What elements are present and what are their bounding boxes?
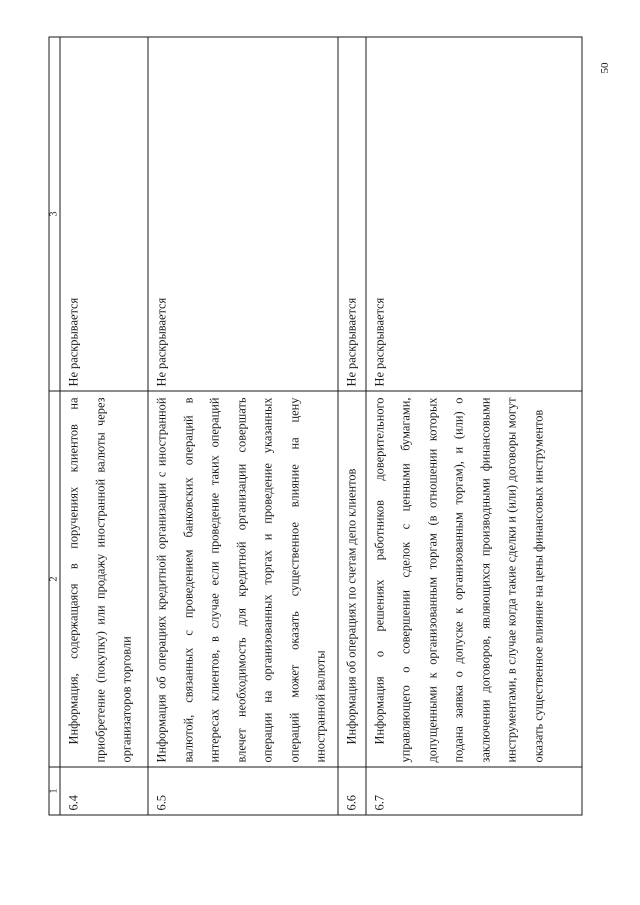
row-number: 6.4	[60, 767, 148, 815]
header-col-1: 1	[49, 767, 60, 815]
table-header-row	[49, 37, 60, 815]
row-number: 6.5	[148, 767, 338, 815]
rotated-table-container	[48, 52, 580, 815]
row-info	[338, 391, 366, 767]
row-status: Не раскрывается	[365, 37, 581, 391]
row-info	[365, 391, 581, 767]
table-row	[338, 37, 366, 815]
row-info-text: Информация об операциях по счетам депо клиентов	[344, 468, 358, 744]
row-info	[60, 391, 148, 767]
disclosure-table	[48, 36, 582, 815]
row-info-text: Информация об операциях кредитной организации с иностранной валютой, связанных с проведением банковских операций в интересах клиентов, в случае если проведение таких операций влечет необходимость для кредитной организации совершать операции на организованных торгах и проведение указанных операций может оказать существенное влияние на цену иностранной валюты	[154, 397, 327, 762]
page-number: 50	[599, 62, 611, 74]
header-col-3: 3	[49, 37, 60, 391]
table-row	[60, 37, 148, 815]
table-row	[365, 37, 581, 815]
row-number: 6.6	[338, 767, 366, 815]
row-status: Не раскрывается	[148, 37, 338, 391]
row-status: Не раскрывается	[338, 37, 366, 391]
table-row	[148, 37, 338, 815]
row-status: Не раскрывается	[60, 37, 148, 391]
row-info	[148, 391, 338, 767]
row-info-text: Информация о решениях работников доверительного управляющего о совершении сделок с ценными бумагами, допущенными к организованным торгам (в отношении которых подана заявка о допуске к организованным торгам), и (или) о заключении договоров, являющихся производными финансовыми инструментами, в случае когда такие сделки и (или) договоры могут оказать существенное влияние на цены финансовых инструментов	[371, 397, 545, 762]
header-col-2: 2	[49, 391, 60, 767]
row-info-text: Информация, содержащаяся в поручениях клиентов на приобретение (покупку) или продажу иностранной валюты через организаторов торговли	[66, 397, 133, 762]
row-number: 6.7	[365, 767, 581, 815]
